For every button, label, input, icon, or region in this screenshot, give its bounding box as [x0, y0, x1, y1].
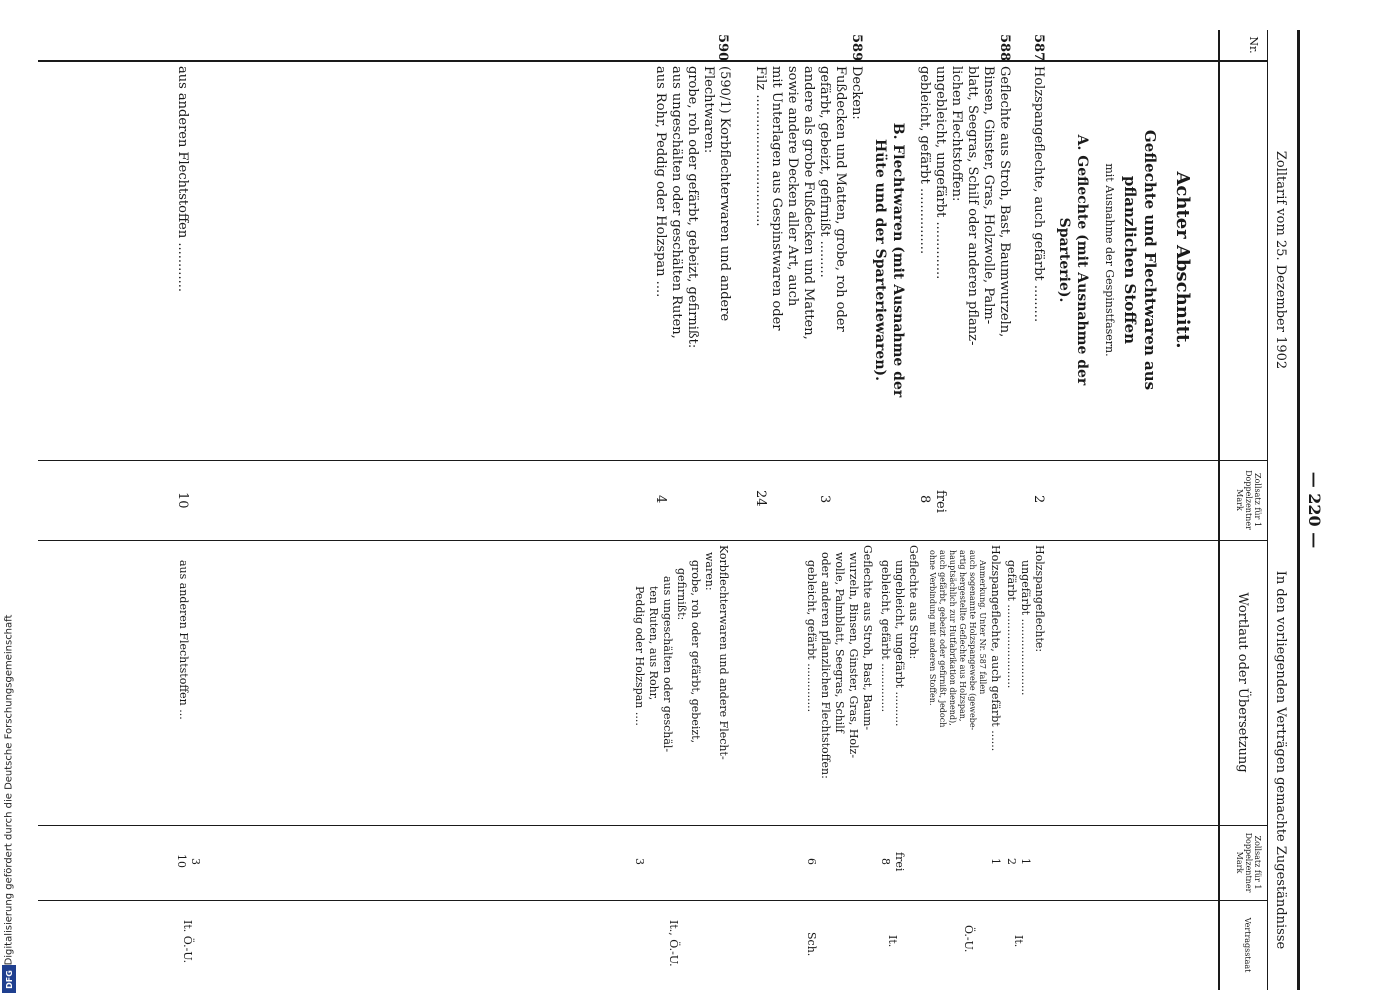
conc-holz-heading: Holzspangeflechte:: [1033, 545, 1046, 653]
entry-589-l1: Fußdecken und Matten, grobe, roh oder: [833, 66, 848, 332]
nr-588: 588: [997, 34, 1012, 62]
entry-590-l2: grobe, roh oder gefärbt, gebeizt, gefirnißt:: [685, 66, 700, 349]
conc-korb-2: waren:: [703, 552, 716, 591]
page-number: — 220 —: [1305, 471, 1324, 549]
left-table-header: Zolltarif vom 25. Dezember 1902: [1273, 150, 1288, 370]
entry-590-l4: aus Rohr, Peddig oder Holzspan ....: [653, 66, 668, 298]
conc-holz-gefaerbt-rate: 2: [1005, 858, 1018, 865]
rotated-page: [20, 30, 1330, 990]
conc-andere-state: It. Ö.-U.: [181, 920, 194, 964]
entry-588-l2: blatt, Seegras, Schilf oder anderen pflanz-: [965, 66, 980, 346]
conc-korb-1: Korbflechterwaren und andere Flecht-: [717, 545, 730, 760]
sep-wortlaut: [38, 540, 1268, 541]
entry-589-l4: sowie andere Decken aller Art, auch: [785, 66, 800, 307]
conc-korb-rate: 3: [633, 858, 646, 865]
conc-korb-7: Peddig oder Holzspan ....: [633, 586, 646, 726]
entry-589-l5: mit Unterlagen aus Gespinstwaren oder: [769, 66, 784, 331]
heading-b-1: B. Flechtwaren (mit Ausnahme der: [890, 122, 906, 398]
conc-anm-4: hauptsächlich zur Hutfabrikation dienend),: [948, 550, 957, 726]
entry-589-l2: gefärbt, gebeizt, gefirnißt .........: [817, 66, 832, 278]
conc-holz2: Holzspangeflechte, auch gefärbt ......: [989, 545, 1002, 752]
conc-korb-state: It., Ö.-U.: [667, 920, 680, 967]
page-sheet: [20, 30, 1330, 990]
entry-588-l5: gebleicht, gefärbt ................: [917, 66, 932, 255]
rate-588-1: 8: [917, 495, 932, 504]
col-zollsatz-right: Zollsatz für 1 Doppelzentner Mark: [1235, 832, 1262, 893]
top-rule: [1297, 30, 1300, 990]
entry-588-l1: Binsen, Ginster, Gras, Holzwolle, Palm-: [981, 66, 996, 325]
footer-text: Digitalisierung gefördert durch die Deutsche Forschungsgemeinschaft: [3, 614, 15, 966]
conc-anm-6: ohne Verbindung mit anderen Stoffen.: [928, 550, 937, 706]
section-subtitle-3: mit Ausnahme der Gespinstfasern.: [1103, 163, 1116, 357]
conc-holz-gefaerbt: gefärbt ........................: [1005, 560, 1018, 689]
conc-stroh-heading: Geflechte aus Stroh:: [907, 545, 920, 660]
rate-589-0: 3: [817, 495, 832, 504]
conc-andere-rate-1: 3: [189, 858, 202, 865]
col-zollsatz-left: Zollsatz für 1 Doppelzentner Mark: [1235, 470, 1262, 530]
conc-bast-3: wolle, Palmblatt, Seegras, Schilf: [833, 552, 846, 733]
sep-zoll-left: [38, 460, 1268, 461]
entry-589-l0: Decken:: [849, 66, 864, 120]
col-wortlaut: Wortlaut oder Übersetzung: [1235, 592, 1250, 773]
conc-holz2-state: Ö.-U.: [962, 925, 975, 953]
heading-a-1: A. Geflechte (mit Ausnahme der: [1074, 134, 1090, 386]
conc-korb-3: grobe, roh oder gefärbt, gebeizt,: [689, 560, 702, 744]
entry-590-l0: (590/1) Korbflechterwaren und andere: [717, 66, 732, 322]
section-subtitle-1: Geflechte und Flechtwaren aus: [1141, 129, 1159, 391]
conc-bast-state: Sch.: [805, 932, 818, 957]
conc-bast-rate: 6: [805, 858, 818, 865]
conc-bast-4: oder anderen pflanzlichen Flechtstoffen:: [819, 552, 832, 779]
col-vertragsstaat: Vertragsstaat: [1243, 917, 1252, 973]
right-table-header: In den vorliegenden Verträgen gemachte Zugeständnisse: [1273, 570, 1288, 950]
header-rule: [1267, 30, 1268, 990]
entry-589-l6: Filz ................................: [753, 66, 768, 227]
entry-589-l3: andere als grobe Fußdecken und Matten,: [801, 66, 816, 340]
rate-590: 4: [653, 495, 668, 504]
conc-holz2-rate: 1: [989, 858, 1002, 865]
nr-590: 590: [715, 34, 730, 62]
conc-andere: aus anderen Flechtstoffen ...: [177, 560, 190, 720]
sep-staat: [38, 900, 1268, 901]
conc-stroh-ungebleicht-rate: frei: [893, 852, 906, 872]
conc-anm-5: auch gefärbt, gebeizt oder gefirnißt, jedoch: [938, 550, 947, 728]
conc-korb-5: aus ungeschälten oder geschäl-: [661, 576, 674, 753]
nr-587: 587: [1031, 34, 1046, 62]
rate-589-1: 24: [753, 490, 768, 507]
conc-holz-state: It.: [1012, 935, 1025, 948]
conc-korb-6: ten Ruten, aus Rohr,: [647, 586, 660, 701]
conc-stroh-ungebleicht: ungebleicht, ungefärbt ..........: [893, 560, 906, 727]
conc-stroh-state: It.: [886, 935, 899, 948]
conc-bast-1: Geflechte aus Stroh, Bast, Baum-: [861, 545, 874, 731]
column-header-rule: [1218, 30, 1220, 990]
conc-anm-3: artig hergestellte Geflechte aus Holzspan,: [958, 550, 967, 722]
conc-holz-ungefaerbt: ungefärbt ......................: [1019, 560, 1032, 696]
entry-588-l4: ungebleicht, ungefärbt ..............: [933, 66, 948, 280]
conc-anm-2: auch sogenannte Holzspangewebe (gewebe-: [968, 550, 977, 731]
conc-korb-4: gefirnißt:: [675, 568, 688, 621]
entry-588-l3: lichen Flechtstoffen:: [949, 66, 964, 202]
entry-590-l3: aus ungeschälten oder geschälten Ruten,: [669, 66, 684, 339]
conc-stroh-gebleicht-rate: 8: [879, 858, 892, 865]
conc-anm-1: Anmerkung. Unter Nr. 587 fallen: [978, 560, 987, 695]
entry-andere: aus anderen Flechtstoffen ............: [175, 66, 190, 292]
entry-588-l0: Geflechte aus Stroh, Bast, Baumwurzeln,: [997, 66, 1012, 338]
digitization-footer: [0, 0, 18, 1000]
dfg-logo-text: DFG: [4, 969, 14, 989]
section-title: Achter Abschnitt.: [1172, 171, 1193, 349]
rate-andere: 10: [175, 492, 190, 509]
conc-stroh-gebleicht: gebleicht, gefärbt ..............: [879, 560, 892, 713]
nr-589: 589: [849, 34, 864, 62]
conc-bast-5: gebleicht, gefärbt ..............: [805, 560, 818, 713]
rate-587: 2: [1031, 495, 1046, 504]
conc-bast-2: wurzeln, Binsen, Ginster, Gras, Holz-: [847, 552, 860, 759]
sep-zoll-right: [38, 825, 1268, 826]
conc-andere-rate-2: 10: [175, 854, 188, 868]
rate-588-0: frei: [933, 490, 948, 513]
entry-590-l1: Flechtwaren:: [701, 66, 716, 154]
heading-b-2: Hüte und der Sparteriewaren).: [872, 138, 888, 382]
heading-a-2: Sparterie).: [1056, 217, 1072, 303]
conc-holz-ungefaerbt-rate: 1: [1019, 858, 1032, 865]
col-nr: Nr.: [1247, 36, 1260, 54]
section-subtitle-2: pflanzlichen Stoffen: [1121, 175, 1139, 345]
dfg-logo: [2, 965, 16, 993]
entry-587: Holzspangeflechte, auch gefärbt .........: [1031, 66, 1046, 323]
